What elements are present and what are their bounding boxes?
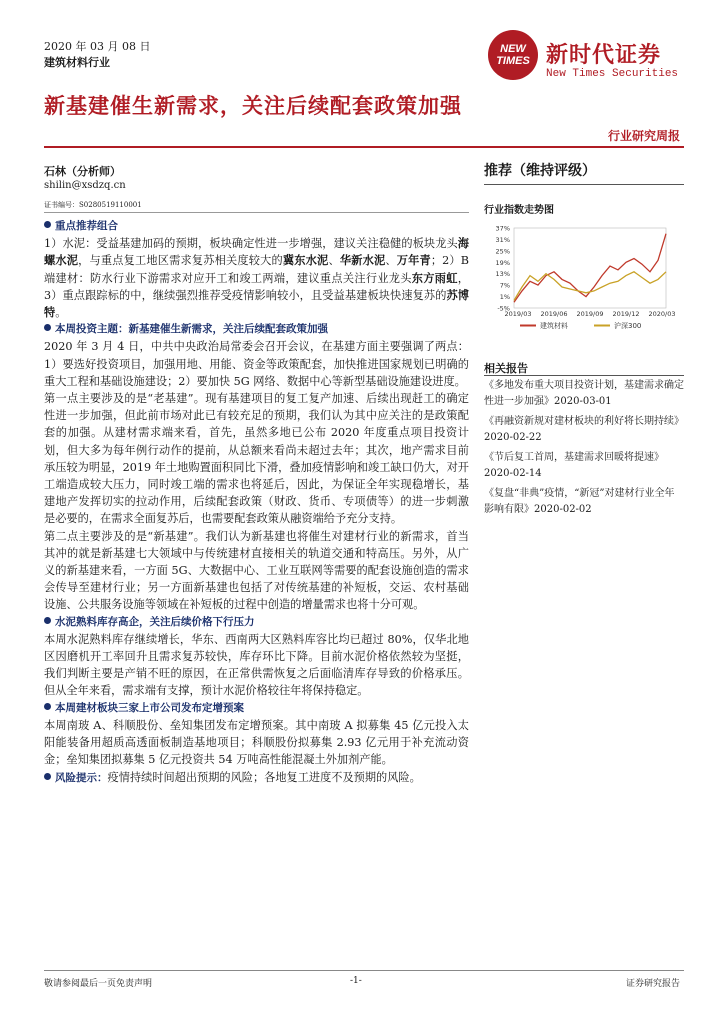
risk-warning: 风险提示：疫情持续时间超出预期的风险；各地复工进度不及预期的风险。 bbox=[44, 769, 469, 787]
y-tick-label: -5% bbox=[497, 304, 510, 313]
paragraph: 2020 年 3 月 4 日，中共中央政治局常委会召开会议，在基建方面主要强调了两点：1）要选好投资项目，加强用地、用能、资金等政策配套，加快推进国家规划已明确的重大工程和基础设施建设；2）要加快 5G 网络、数据中心等新型基础设施建设进度。 bbox=[44, 340, 469, 388]
report-type: 行业研究周报 bbox=[607, 129, 680, 143]
logo-cn-name: 新时代证券 bbox=[546, 43, 662, 68]
paragraph: 1）水泥：受益基建加码的预期，板块确定性进一步增强，建议关注稳健的板块龙头海螺水泥，与重点复工地区需求复苏相关度较大的冀东水泥、华新水泥、万年青；2）B 端建材：防水行业下游需求对应开工和竣工两端，建议重点关注行业龙头东方雨虹，3）重点跟踪标的中，继续强烈推荐受疫情影响较小，且受益基建板块快速复苏的苏博特。 bbox=[44, 236, 469, 320]
chart-title: 行业指数走势图 bbox=[484, 205, 554, 216]
bullet-icon bbox=[44, 773, 51, 780]
paragraph: 本周水泥熟料库存继续增长，华东、西南两大区熟料库容比均已超过 80%，仅华北地区因磨机开工率回升且需求复苏较快，库存环比下降。目前水泥价格依然较为坚挺，我们判断主要是产销不旺的原因，在正常供需恢复之后面临清库存导致的价格承压。但从全年来看，需求端有支撑，预计水泥价格较往年将保持稳定。 bbox=[44, 632, 469, 698]
section-heading: 重点推荐组合 bbox=[44, 218, 469, 235]
bullet-icon bbox=[44, 617, 51, 624]
page-number: -1- bbox=[350, 976, 362, 986]
x-tick-label: 2019/12 bbox=[612, 310, 640, 318]
report-date: 2020 年 03 月 08 日 bbox=[44, 40, 151, 53]
index-trend-chart bbox=[484, 222, 684, 342]
logo-en-name: New Times Securities bbox=[546, 68, 679, 80]
page-title: 新基建催生新需求，关注后续配套政策加强 bbox=[44, 94, 462, 118]
paragraph: 本周南玻 A、科顺股份、垒知集团发布定增预案。其中南玻 A 拟募集 45 亿元投入太阳能装备用超质高透面板制造基地项目；科顺股份拟募集 2.93 亿元用于补充流动资金；垒知集团拟募集 5 亿元投资共 54 万吨高性能混凝土外加剂产能。 bbox=[44, 718, 469, 767]
related-report-item[interactable]: 《节后复工首周，基建需求回暖将提速》 2020-02-14 bbox=[484, 452, 664, 479]
x-tick-label: 2019/09 bbox=[576, 310, 604, 318]
paragraph: 第二点主要涉及的是“新基建”。我们认为新基建也将催生对建材行业的新需求，首当其冲的就是新基建七大领域中与传统建材直接相关的轨道交通和特高压。另外，从广义的新基建来看，一方面 5G、大数据中心、工业互联网等需要的配套设施创造的需求会传导至建材行业；另一方面新基建也包括了对传统基建的补短板，交运、农村基础设施、公共服务设施等领域在补短板的过程中创造的增量需求也将十分可观。 bbox=[44, 529, 469, 612]
legend-label: 沪深300 bbox=[614, 322, 642, 330]
section-heading: 水泥熟料库存高企，关注后续价格下行压力 bbox=[44, 614, 469, 631]
analyst-cert: 证书编号：S0280519110001 bbox=[44, 201, 142, 209]
legend-label: 建筑材料 bbox=[540, 322, 568, 330]
footer-disclaimer: 敬请参阅最后一页免责声明 bbox=[44, 979, 153, 989]
y-tick-label: 13% bbox=[495, 270, 510, 279]
logo-emblem: NEW TIMES bbox=[488, 30, 538, 80]
related-report-item[interactable]: 《复盘“非典”疫情，“新冠”对建材行业全年影响有限》2020-02-02 bbox=[484, 488, 675, 515]
industry-name: 建筑材料行业 bbox=[44, 56, 110, 69]
related-divider bbox=[484, 375, 684, 376]
header-divider bbox=[44, 146, 684, 148]
footer-divider bbox=[44, 970, 684, 971]
analyst-name: 石林（分析师） bbox=[44, 165, 121, 178]
chart-plot-area bbox=[514, 228, 666, 308]
x-tick-label: 2020/03 bbox=[648, 310, 676, 318]
footer-label: 证券研究报告 bbox=[625, 979, 680, 989]
related-reports-title: 相关报告 bbox=[484, 362, 528, 375]
section-heading: 本周建材板块三家上市公司发布定增预案 bbox=[44, 700, 469, 717]
series-line bbox=[514, 272, 666, 301]
y-tick-label: 19% bbox=[495, 258, 510, 267]
analyst-divider bbox=[44, 212, 469, 213]
company-logo bbox=[488, 30, 688, 86]
main-column bbox=[44, 218, 469, 787]
rating-divider bbox=[484, 184, 684, 185]
y-tick-label: 25% bbox=[495, 247, 510, 256]
x-tick-label: 2019/06 bbox=[540, 310, 568, 318]
section-heading: 本周投资主题：新基建催生新需求，关注后续配套政策加强 bbox=[44, 321, 469, 338]
related-report-item[interactable]: 《多地发布重大项目投资计划，基建需求确定性进一步加强》2020-03-01 bbox=[484, 380, 684, 407]
y-tick-label: 37% bbox=[495, 224, 510, 233]
related-report-item[interactable]: 《再融资新规对建材板块的利好将长期持续》2020-02-22 bbox=[484, 416, 684, 443]
rating: 推荐（维持评级） bbox=[484, 163, 596, 179]
related-reports-list bbox=[484, 378, 684, 522]
y-tick-label: 31% bbox=[495, 235, 510, 244]
bullet-icon bbox=[44, 324, 51, 331]
x-tick-label: 2019/03 bbox=[504, 310, 532, 318]
bullet-icon bbox=[44, 703, 51, 710]
bullet-icon bbox=[44, 221, 51, 228]
y-tick-label: 1% bbox=[499, 293, 510, 302]
y-tick-label: 7% bbox=[499, 281, 510, 290]
analyst-email: shilin@xsdzq.cn bbox=[44, 180, 126, 191]
paragraph: 第一点主要涉及的是“老基建”。现有基建项目的复工复产加速、后续出现赶工的确定性进一步加强，但此前市场对此已有较充足的预期，我们认为其中应关注的是政策配套的加强。从建材需求端来看，首先，虽然多地已公布 2020 年度重点项目投资计划，但大多为每年例行动作的提前，从总额来看尚未超过去年；其次，地产需求目前承压较为明显，2019 年土地购置面积同比下滑，叠加疫情影响和竣工缺口仍大，对开工端造成较大压力，同时竣工端的需求也将延后，因此，为保证全年实现稳增长，基建地产发挥切实的拉动作用，后续配套政策（财政、货币、专项债等）的进一步刺激是必要的，在需求全面复苏后，也需要配套政策从融资端给予充分支持。 bbox=[44, 392, 469, 526]
